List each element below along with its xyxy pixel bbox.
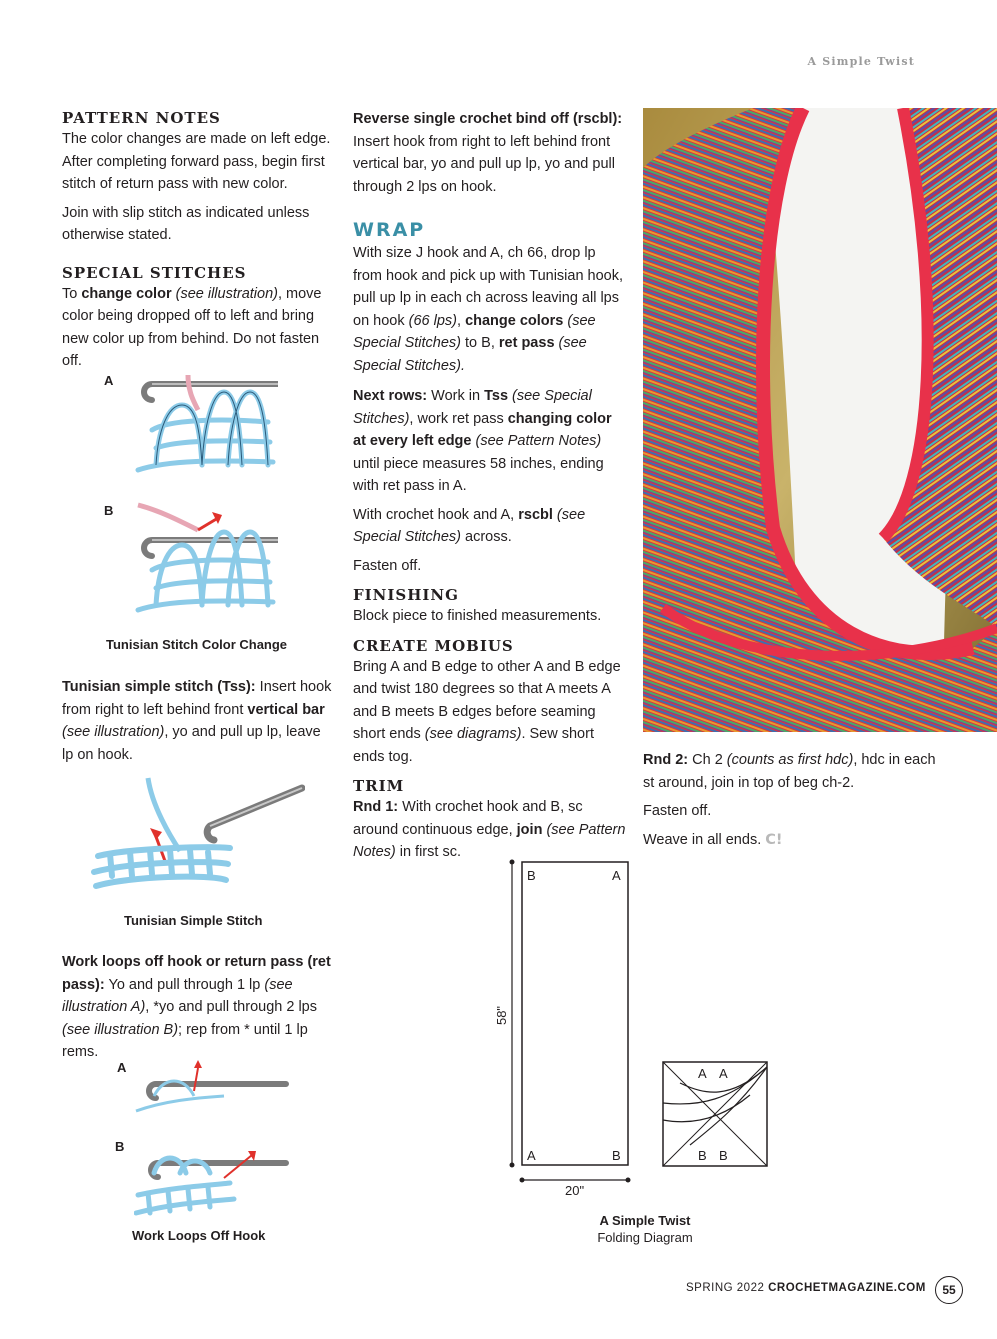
fig3-label-b: B xyxy=(115,1139,125,1154)
fold-bottom-label-2: B xyxy=(719,1148,728,1163)
page-number: 55 xyxy=(935,1276,963,1304)
tss-block xyxy=(62,676,334,772)
rect-top-left-label: B xyxy=(527,868,536,883)
tunisian-simple-stitch-illustration xyxy=(90,776,305,896)
fig3-label-a: A xyxy=(117,1060,127,1075)
fig1-caption: Tunisian Stitch Color Change xyxy=(106,637,288,652)
fig2-caption: Tunisian Simple Stitch xyxy=(124,913,263,928)
rnd2-fasten-off: Fasten off. xyxy=(643,803,712,819)
pattern-notes-heading: PATTERN NOTES xyxy=(62,109,221,127)
diagram-caption-sub: Folding Diagram xyxy=(597,1230,693,1245)
wrap-photo xyxy=(643,108,997,732)
finishing-heading: FINISHING xyxy=(353,586,459,604)
width-label: 20" xyxy=(565,1183,585,1198)
diagram-caption xyxy=(560,1212,730,1246)
loops-off-hook-illustration-a xyxy=(134,1056,289,1116)
rnd1-paragraph: Rnd 1: With crochet hook and B, sc around continuous edge, join (see Pattern Notes) in first sc. xyxy=(353,799,626,860)
running-head: A Simple Twist xyxy=(807,55,915,68)
fig1-label-b: B xyxy=(104,503,114,518)
end-mark: C! xyxy=(765,831,783,848)
wrap-heading: WRAP xyxy=(353,219,426,241)
fold-top-label-1: A xyxy=(698,1066,707,1081)
fold-bottom-label-1: B xyxy=(698,1148,707,1163)
column-2 xyxy=(353,108,628,870)
footer-site: CROCHETMAGAZINE.COM xyxy=(768,1282,926,1294)
tss-paragraph: Tunisian simple stitch (Tss): Insert hook from right to left behind front vertical bar (see illustration), yo and pull up lp, leave lp on hook. xyxy=(62,679,332,763)
wrap-rectangle xyxy=(522,862,628,1165)
footer-season: SPRING 2022 xyxy=(686,1282,769,1294)
rect-top-right-label: A xyxy=(612,868,621,883)
fig3-caption: Work Loops Off Hook xyxy=(132,1228,266,1243)
column-1 xyxy=(62,108,334,379)
loops-off-hook-illustration-b xyxy=(134,1133,289,1218)
ret-pass-paragraph: Work loops off hook or return pass (ret pass): Yo and pull through 1 lp (see illustration A), *yo and pull through 2 lps (see illustration B); rep from * until 1 lp rems. xyxy=(62,954,331,1060)
model-wearing-wrap-image xyxy=(643,108,997,732)
trim-heading: TRIM xyxy=(353,777,405,795)
color-change-illustration-a xyxy=(128,370,278,480)
fold-top-label-2: A xyxy=(719,1066,728,1081)
next-rows-paragraph: Next rows: Work in Tss (see Special Stitches), work ret pass changing color at every left edge (see Pattern Notes) until piece measures 58 inches, ending with ret pass in A. xyxy=(353,388,612,494)
ret-pass-block xyxy=(62,951,334,1070)
rect-bottom-right-label: B xyxy=(612,1148,621,1163)
rect-bottom-left-label: A xyxy=(527,1148,536,1163)
rnd2-paragraph: Rnd 2: Ch 2 (counts as first hdc), hdc in each st around, join in top of beg ch-2. xyxy=(643,752,936,791)
rscbl-paragraph: Reverse single crochet bind off (rscbl): Insert hook from right to left behind front vertical bar, yo and pull up lp, yo and pull through 2 lps on hook. xyxy=(353,111,623,195)
finishing-paragraph: Block piece to finished measurements. xyxy=(353,608,602,624)
special-stitches-heading: SPECIAL STITCHES xyxy=(62,263,247,282)
rscbl-across-paragraph: With crochet hook and A, rscbl (see Special Stitches) across. xyxy=(353,506,586,545)
diagram-caption-title: A Simple Twist xyxy=(599,1213,691,1228)
pattern-notes-p1: The color changes are made on left edge. After completing forward pass, begin first stitch of return pass with new color. xyxy=(62,131,331,192)
wrap-paragraph: With size J hook and A, ch 66, drop lp from hook and pick up with Tunisian hook, pull up lp in each ch across leaving all lps on hook (66 lps), change colors (see Special Stitches) to B, ret pass (see Special Stitches). xyxy=(353,245,624,374)
fig1-label-a: A xyxy=(104,373,114,388)
footer xyxy=(686,1282,926,1294)
wrap-fasten-off: Fasten off. xyxy=(353,557,422,574)
weave-in-paragraph: Weave in all ends. C! xyxy=(643,831,783,848)
pattern-notes-p2: Join with slip stitch as indicated unless otherwise stated. xyxy=(62,204,310,243)
create-mobius-paragraph: Bring A and B edge to other A and B edge and twist 180 degrees so that A meets A and B meets B edges before seaming short ends (see diagrams). Sew short ends tog. xyxy=(353,658,621,765)
color-change-illustration-b xyxy=(128,500,278,615)
column-3 xyxy=(643,749,943,857)
change-color-paragraph: To change color (see illustration), move color being dropped off to left and bring new color up from behind. Do not fasten off. xyxy=(62,285,322,369)
create-mobius-heading: CREATE MOBIUS xyxy=(353,636,514,655)
height-label: 58" xyxy=(494,1005,510,1026)
